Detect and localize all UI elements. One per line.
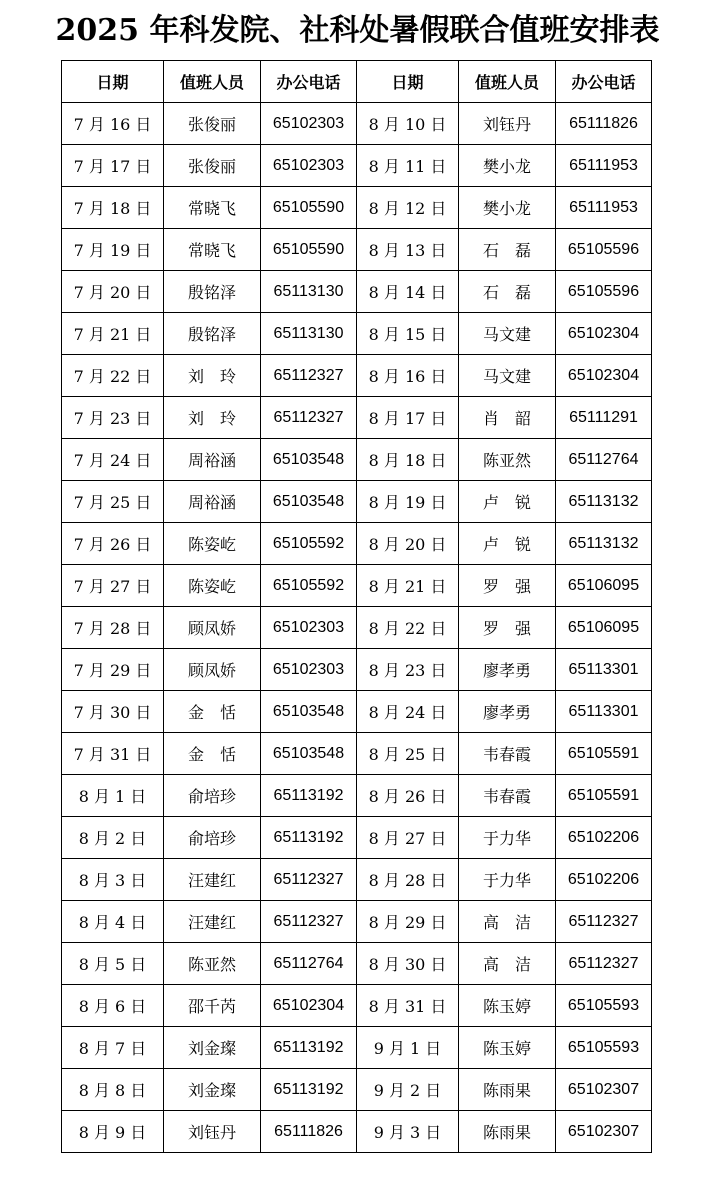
- table-row: [62, 691, 652, 733]
- phone-cell: 65106095: [556, 607, 652, 649]
- date-cell: 7 月 22 日: [62, 355, 164, 397]
- staff-cell: 陈玉婷: [459, 985, 556, 1027]
- staff-cell: 高 洁: [459, 901, 556, 943]
- date-cell: 7 月 30 日: [62, 691, 164, 733]
- table-row: [62, 733, 652, 775]
- table-row: [62, 943, 652, 985]
- staff-cell: 邵千芮: [164, 985, 261, 1027]
- staff-cell: 廖孝勇: [459, 691, 556, 733]
- date-cell: 8 月 8 日: [62, 1069, 164, 1111]
- staff-cell: 汪建红: [164, 859, 261, 901]
- date-cell: 7 月 28 日: [62, 607, 164, 649]
- phone-cell: 65113301: [556, 691, 652, 733]
- date-cell: 8 月 15 日: [357, 313, 459, 355]
- phone-cell: 65103548: [261, 481, 357, 523]
- staff-cell: 张俊丽: [164, 103, 261, 145]
- phone-cell: 65112327: [261, 901, 357, 943]
- staff-cell: 常晓飞: [164, 187, 261, 229]
- table-row: [62, 985, 652, 1027]
- phone-cell: 65111953: [556, 145, 652, 187]
- phone-cell: 65113130: [261, 271, 357, 313]
- table-row: [62, 397, 652, 439]
- phone-cell: 65113192: [261, 1027, 357, 1069]
- date-cell: 7 月 21 日: [62, 313, 164, 355]
- staff-cell: 俞培珍: [164, 775, 261, 817]
- staff-cell: 卢 锐: [459, 481, 556, 523]
- date-cell: 8 月 4 日: [62, 901, 164, 943]
- phone-cell: 65111291: [556, 397, 652, 439]
- phone-cell: 65103548: [261, 439, 357, 481]
- date-cell: 8 月 26 日: [357, 775, 459, 817]
- date-cell: 8 月 17 日: [357, 397, 459, 439]
- staff-cell: 汪建红: [164, 901, 261, 943]
- staff-cell: 刘 玲: [164, 397, 261, 439]
- table-row: [62, 103, 652, 145]
- date-cell: 7 月 20 日: [62, 271, 164, 313]
- table-row: [62, 271, 652, 313]
- staff-cell: 石 磊: [459, 271, 556, 313]
- date-cell: 8 月 27 日: [357, 817, 459, 859]
- staff-cell: 韦春霞: [459, 733, 556, 775]
- date-cell: 8 月 9 日: [62, 1111, 164, 1153]
- date-cell: 8 月 2 日: [62, 817, 164, 859]
- staff-cell: 刘 玲: [164, 355, 261, 397]
- phone-cell: 65113132: [556, 523, 652, 565]
- date-cell: 7 月 19 日: [62, 229, 164, 271]
- staff-cell: 周裕涵: [164, 439, 261, 481]
- header-date: 日期: [62, 61, 164, 103]
- table-row: [62, 1111, 652, 1153]
- date-cell: 8 月 3 日: [62, 859, 164, 901]
- date-cell: 8 月 13 日: [357, 229, 459, 271]
- staff-cell: 陈姿屹: [164, 523, 261, 565]
- phone-cell: 65112327: [261, 397, 357, 439]
- phone-cell: 65112764: [556, 439, 652, 481]
- phone-cell: 65102307: [556, 1111, 652, 1153]
- table-row: [62, 313, 652, 355]
- table-row: [62, 859, 652, 901]
- staff-cell: 马文建: [459, 313, 556, 355]
- date-cell: 7 月 24 日: [62, 439, 164, 481]
- staff-cell: 金 恬: [164, 691, 261, 733]
- staff-cell: 陈雨果: [459, 1069, 556, 1111]
- table-row: [62, 1069, 652, 1111]
- staff-cell: 殷铭泽: [164, 313, 261, 355]
- phone-cell: 65102304: [556, 355, 652, 397]
- table-row: [62, 607, 652, 649]
- phone-cell: 65102303: [261, 103, 357, 145]
- phone-cell: 65111953: [556, 187, 652, 229]
- table-row: [62, 229, 652, 271]
- phone-cell: 65112764: [261, 943, 357, 985]
- staff-cell: 常晓飞: [164, 229, 261, 271]
- date-cell: 7 月 27 日: [62, 565, 164, 607]
- phone-cell: 65105593: [556, 1027, 652, 1069]
- staff-cell: 顾凤娇: [164, 607, 261, 649]
- table-row: [62, 439, 652, 481]
- date-cell: 8 月 12 日: [357, 187, 459, 229]
- phone-cell: 65113301: [556, 649, 652, 691]
- staff-cell: 陈亚然: [459, 439, 556, 481]
- staff-cell: 肖 韶: [459, 397, 556, 439]
- table-row: [62, 1027, 652, 1069]
- date-cell: 8 月 20 日: [357, 523, 459, 565]
- date-cell: 8 月 7 日: [62, 1027, 164, 1069]
- date-cell: 7 月 29 日: [62, 649, 164, 691]
- phone-cell: 65102303: [261, 607, 357, 649]
- date-cell: 7 月 25 日: [62, 481, 164, 523]
- page-title: 2025 年科发院、社科处暑假联合值班安排表: [55, 13, 660, 48]
- date-cell: 8 月 30 日: [357, 943, 459, 985]
- phone-cell: 65105592: [261, 523, 357, 565]
- phone-cell: 65105591: [556, 775, 652, 817]
- staff-cell: 韦春霞: [459, 775, 556, 817]
- date-cell: 7 月 23 日: [62, 397, 164, 439]
- staff-cell: 樊小龙: [459, 145, 556, 187]
- staff-cell: 于力华: [459, 817, 556, 859]
- table-row: [62, 901, 652, 943]
- phone-cell: 65112327: [556, 901, 652, 943]
- phone-cell: 65105592: [261, 565, 357, 607]
- date-cell: 7 月 17 日: [62, 145, 164, 187]
- staff-cell: 俞培珍: [164, 817, 261, 859]
- date-cell: 8 月 19 日: [357, 481, 459, 523]
- phone-cell: 65113130: [261, 313, 357, 355]
- staff-cell: 顾凤娇: [164, 649, 261, 691]
- phone-cell: 65102304: [556, 313, 652, 355]
- phone-cell: 65103548: [261, 691, 357, 733]
- phone-cell: 65102307: [556, 1069, 652, 1111]
- header-staff: 值班人员: [164, 61, 261, 103]
- staff-cell: 周裕涵: [164, 481, 261, 523]
- table-row: [62, 145, 652, 187]
- table-body: [62, 103, 652, 1153]
- phone-cell: 65105596: [556, 271, 652, 313]
- phone-cell: 65106095: [556, 565, 652, 607]
- staff-cell: 马文建: [459, 355, 556, 397]
- date-cell: 8 月 5 日: [62, 943, 164, 985]
- header-phone: 办公电话: [261, 61, 357, 103]
- date-cell: 8 月 24 日: [357, 691, 459, 733]
- phone-cell: 65102303: [261, 649, 357, 691]
- phone-cell: 65105593: [556, 985, 652, 1027]
- date-cell: 8 月 10 日: [357, 103, 459, 145]
- date-cell: 7 月 16 日: [62, 103, 164, 145]
- date-cell: 8 月 25 日: [357, 733, 459, 775]
- phone-cell: 65103548: [261, 733, 357, 775]
- duty-schedule-table: [61, 60, 652, 1153]
- staff-cell: 殷铭泽: [164, 271, 261, 313]
- date-cell: 9 月 3 日: [357, 1111, 459, 1153]
- date-cell: 7 月 26 日: [62, 523, 164, 565]
- date-cell: 8 月 11 日: [357, 145, 459, 187]
- header-date: 日期: [357, 61, 459, 103]
- date-cell: 8 月 18 日: [357, 439, 459, 481]
- phone-cell: 65102304: [261, 985, 357, 1027]
- header-phone: 办公电话: [556, 61, 652, 103]
- date-cell: 9 月 1 日: [357, 1027, 459, 1069]
- date-cell: 8 月 6 日: [62, 985, 164, 1027]
- staff-cell: 张俊丽: [164, 145, 261, 187]
- date-cell: 8 月 28 日: [357, 859, 459, 901]
- date-cell: 8 月 31 日: [357, 985, 459, 1027]
- phone-cell: 65113192: [261, 775, 357, 817]
- staff-cell: 金 恬: [164, 733, 261, 775]
- staff-cell: 陈姿屹: [164, 565, 261, 607]
- phone-cell: 65113132: [556, 481, 652, 523]
- staff-cell: 陈亚然: [164, 943, 261, 985]
- table-row: [62, 565, 652, 607]
- table-row: [62, 649, 652, 691]
- staff-cell: 高 洁: [459, 943, 556, 985]
- staff-cell: 刘钰丹: [164, 1111, 261, 1153]
- date-cell: 8 月 29 日: [357, 901, 459, 943]
- table-row: [62, 775, 652, 817]
- phone-cell: 65102206: [556, 859, 652, 901]
- staff-cell: 罗 强: [459, 565, 556, 607]
- date-cell: 7 月 31 日: [62, 733, 164, 775]
- date-cell: 7 月 18 日: [62, 187, 164, 229]
- staff-cell: 卢 锐: [459, 523, 556, 565]
- date-cell: 8 月 22 日: [357, 607, 459, 649]
- phone-cell: 65113192: [261, 817, 357, 859]
- date-cell: 8 月 1 日: [62, 775, 164, 817]
- staff-cell: 樊小龙: [459, 187, 556, 229]
- staff-cell: 石 磊: [459, 229, 556, 271]
- phone-cell: 65112327: [261, 859, 357, 901]
- phone-cell: 65105591: [556, 733, 652, 775]
- phone-cell: 65102303: [261, 145, 357, 187]
- phone-cell: 65112327: [261, 355, 357, 397]
- header-staff: 值班人员: [459, 61, 556, 103]
- table-row: [62, 817, 652, 859]
- date-cell: 8 月 23 日: [357, 649, 459, 691]
- staff-cell: 廖孝勇: [459, 649, 556, 691]
- table-row: [62, 355, 652, 397]
- staff-cell: 陈雨果: [459, 1111, 556, 1153]
- phone-cell: 65113192: [261, 1069, 357, 1111]
- staff-cell: 罗 强: [459, 607, 556, 649]
- phone-cell: 65105596: [556, 229, 652, 271]
- staff-cell: 刘金璨: [164, 1069, 261, 1111]
- date-cell: 8 月 14 日: [357, 271, 459, 313]
- phone-cell: 65112327: [556, 943, 652, 985]
- phone-cell: 65111826: [261, 1111, 357, 1153]
- phone-cell: 65105590: [261, 229, 357, 271]
- table-row: [62, 187, 652, 229]
- staff-cell: 刘金璨: [164, 1027, 261, 1069]
- phone-cell: 65102206: [556, 817, 652, 859]
- date-cell: 8 月 16 日: [357, 355, 459, 397]
- date-cell: 8 月 21 日: [357, 565, 459, 607]
- table-row: [62, 481, 652, 523]
- staff-cell: 陈玉婷: [459, 1027, 556, 1069]
- phone-cell: 65111826: [556, 103, 652, 145]
- table-header-row: [62, 61, 652, 103]
- staff-cell: 于力华: [459, 859, 556, 901]
- table-row: [62, 523, 652, 565]
- staff-cell: 刘钰丹: [459, 103, 556, 145]
- date-cell: 9 月 2 日: [357, 1069, 459, 1111]
- phone-cell: 65105590: [261, 187, 357, 229]
